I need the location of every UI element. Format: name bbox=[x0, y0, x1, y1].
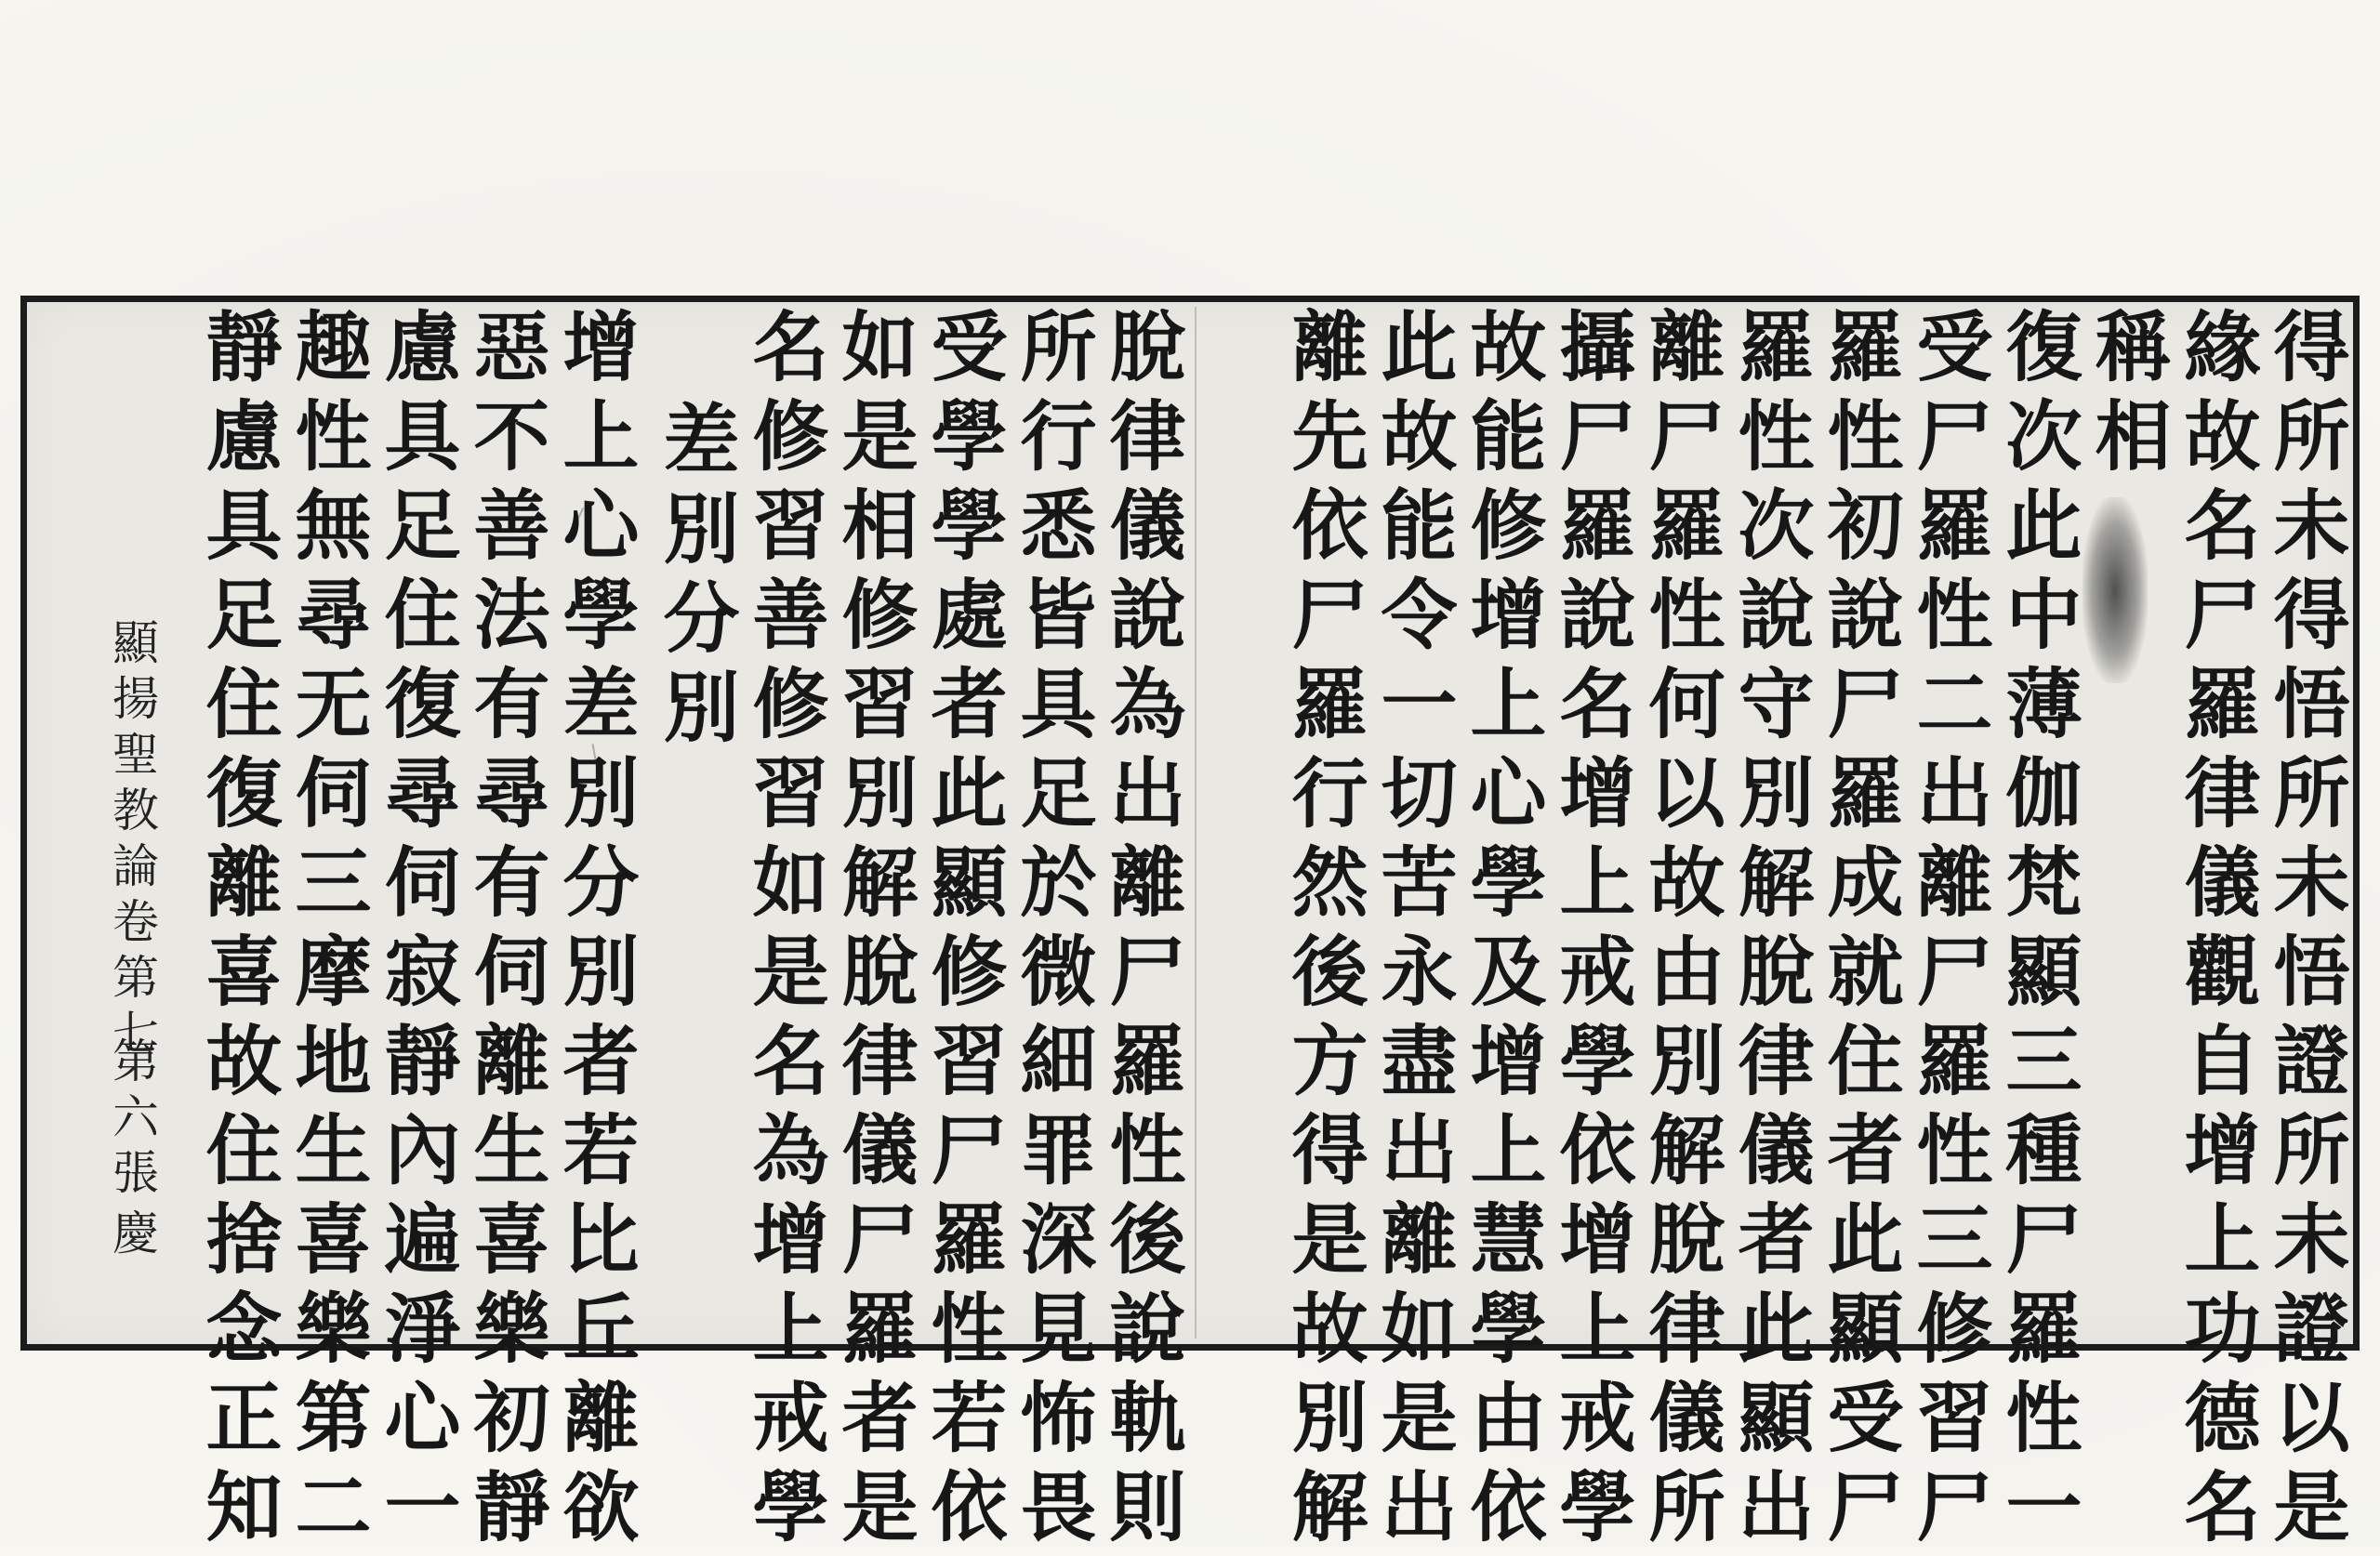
text-column-19: 增上心學差別分別者若比丘離欲 bbox=[550, 307, 640, 1556]
text-column-16: 如是相修習別解脫律儀尸羅者是 bbox=[829, 307, 919, 1556]
frame-border-right bbox=[2353, 296, 2360, 1351]
text-column-15: 受學學處者此顯修習尸羅性若依 bbox=[919, 307, 1008, 1556]
centre-fold-line bbox=[1195, 307, 1197, 1338]
text-column-20: 惡不善法有尋有伺離生喜樂初靜 bbox=[461, 307, 550, 1556]
frame-border-left bbox=[20, 296, 27, 1351]
text-column-14: 所行悉皆具足於微細罪深見怖畏 bbox=[1008, 307, 1097, 1556]
text-column-8: 離尸羅性何以故由別解脫律儀所 bbox=[1636, 307, 1726, 1556]
margin-page-number: 第六張 bbox=[105, 1036, 159, 1204]
text-column-23: 靜慮具足住復離喜故住捨念正知 bbox=[193, 307, 283, 1556]
text-column-2: 緣故名尸羅律儀觀自增上功德名 bbox=[2172, 307, 2261, 1556]
text-column-11: 此故能令一切苦永盡出離如是出 bbox=[1368, 307, 1458, 1556]
text-column-10: 故能修增上心學及增上慧學由依 bbox=[1458, 307, 1547, 1556]
margin-title: 顯揚聖教論卷第七 bbox=[105, 618, 159, 1064]
text-column-5: 受尸羅性二出離尸羅性三修習尸 bbox=[1904, 307, 1993, 1556]
text-column-12: 離先依尸羅行然後方得是故別解 bbox=[1279, 307, 1368, 1556]
ink-smudge bbox=[2082, 497, 2148, 683]
margin-mark: 慶 bbox=[105, 1208, 159, 1264]
text-column-6: 羅性初說尸羅成就住者此顯受尸 bbox=[1815, 307, 1904, 1556]
text-column-13: 脫律儀說為出離尸羅性後說軌則 bbox=[1097, 307, 1186, 1556]
text-column-17: 名修習善修習如是名為增上戒學 bbox=[740, 307, 829, 1556]
text-column-18: 差別分別 bbox=[651, 400, 740, 757]
text-column-21: 慮具足住復尋伺寂靜內遍淨心一 bbox=[372, 307, 461, 1556]
text-column-1: 得所未得悟所未悟證所未證以是 bbox=[2261, 307, 2350, 1556]
text-column-7: 羅性次說守別解脫律儀者此顯出 bbox=[1726, 307, 1815, 1556]
text-column-9: 攝尸羅說名增上戒學依增上戒學 bbox=[1547, 307, 1636, 1556]
text-column-4: 復次此中薄伽梵顯三種尸羅性一 bbox=[1993, 307, 2082, 1556]
text-column-22: 趣性無尋无伺三摩地生喜樂第二 bbox=[283, 307, 372, 1556]
text-column-3: 稱相 bbox=[2082, 307, 2172, 485]
frame-border-top bbox=[20, 296, 2360, 302]
